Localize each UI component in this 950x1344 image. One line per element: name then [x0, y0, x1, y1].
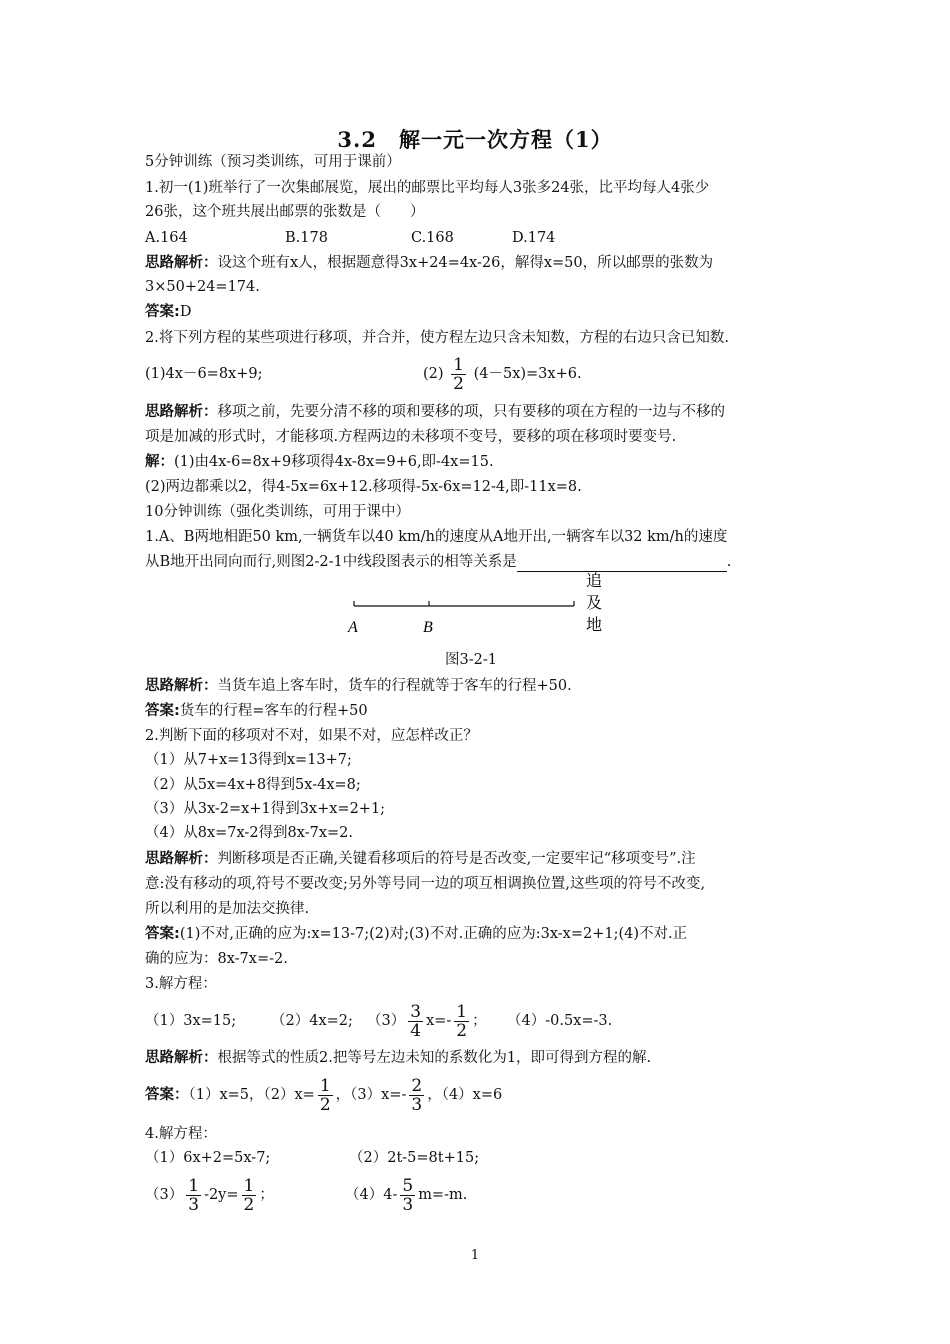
q1-analysis-line2: 3×50+24=174.	[145, 279, 260, 295]
q2-part2: (2) $\frac{1}{2}$ (4－5x)=3x+6.	[423, 354, 582, 394]
p1-line1: 1.A、B两地相距50 km,一辆货车以40 km/h的速度从A地开出,一辆客车以32 km/h的速度	[145, 529, 728, 545]
q1-options	[145, 228, 556, 248]
p3-analysis: 思路解析：根据等式的性质2.把等号左边未知的系数化为1，即可得到方程的解.	[145, 1050, 652, 1066]
p2-item: （2）从5x=4x+8得到5x-4x=8;	[145, 777, 361, 793]
p2-item: （4）从8x=7x-2得到8x-7x=2.	[145, 825, 353, 841]
section-5min: 5分钟训练（预习类训练，可用于课前）	[145, 154, 401, 170]
p3-eq3: （3） $\frac{3}{4}$ x=- $\frac{1}{2}$ ；	[367, 1001, 487, 1041]
p1-answer: 答案:货车的行程=客车的行程+50	[145, 703, 368, 719]
p3-text: 3.解方程：	[145, 976, 217, 992]
p2-analysis-line3: 所以利用的是加法交换律.	[145, 901, 310, 917]
q1-analysis-line1: 思路解析：设这个班有x人，根据题意得3x+24=4x-26，解得x=50，所以邮票的张数为	[145, 255, 714, 271]
q1-answer: 答案:D	[145, 304, 192, 320]
page-title: 3.2 解一元一次方程（1）	[337, 127, 613, 152]
q1-line1: 1.初一(1)班举行了一次集邮展览，展出的邮票比平均每人3张多24张，比平均每人4张少	[145, 180, 710, 196]
option-a: A.164	[145, 230, 188, 246]
label-a: A	[348, 619, 358, 636]
label-b: B	[423, 619, 433, 636]
p3-answer: 答案：（1）x=5，（2）x= $\frac{1}{2}$ ，（3）x=- $\frac{2}{3}$ ，（4）x=6	[145, 1075, 503, 1115]
page-number: 1	[470, 1248, 480, 1263]
q2-solution-line2: (2)两边都乘以2，得4-5x=6x+12.移项得-5x-6x=12-4,即-11x=8.	[145, 479, 582, 495]
p4-row1: （1）6x+2=5x-7; （2）2t-5=8t+15;	[145, 1150, 480, 1166]
label-catch-1: 追	[586, 571, 603, 590]
q2-parts	[145, 352, 582, 396]
p2-analysis-line1: 思路解析：判断移项是否正确,关键看移项后的符号是否改变,一定要牢记“移项变号”.注	[145, 851, 696, 867]
q2-part1: (1)4x－6=8x+9;	[145, 366, 263, 382]
line-segment-diagram	[340, 570, 620, 640]
p2-analysis-line2: 意:没有移动的项,符号不要改变;另外等号同一边的项互相调换位置,这些项的符号不改变,	[145, 876, 706, 892]
option-d: D.174	[512, 230, 556, 246]
q2-solution-line1: 解：(1)由4x-6=8x+9移项得4x-8x=9+6,即-4x=15.	[145, 454, 494, 470]
p1-line2: 从B地开出同向而行,则图2-2-1中线段图表示的相等关系是 .	[145, 554, 732, 570]
label-catch-3: 地	[586, 615, 603, 634]
option-c: C.168	[411, 230, 454, 246]
p2-text: 2.判断下面的移项对不对，如果不对，应怎样改正？	[145, 728, 478, 744]
p2-item: （3）从3x-2=x+1得到3x+x=2+1;	[145, 801, 386, 817]
q2-analysis-line1: 思路解析：移项之前，先要分清不移的项和要移的项，只有要移的项在方程的一边与不移的	[145, 404, 725, 420]
section-10min: 10分钟训练（强化类训练，可用于课中）	[145, 504, 410, 520]
q1-line2: 26张，这个班共展出邮票的张数是（ ）	[145, 204, 425, 220]
q2-text: 2.将下列方程的某些项进行移项，并合并，使方程左边只含未知数，方程的右边只含已知数.	[145, 330, 729, 346]
figure-caption: 图3-2-1	[445, 652, 497, 668]
p2-answer-line1: 答案:(1)不对,正确的应为:x=13-7;(2)对;(3)不对.正确的应为:3x-x=2+1;(4)不对.正	[145, 926, 688, 942]
p3-equations: （1）3x=15; （2）4x=2; （3） $\frac{3}{4}$ x=- $\frac{1}{2}$ ； （4）-0.5x=-3.	[145, 998, 236, 1044]
p4-row2: （3） $\frac{1}{3}$ -2y= $\frac{1}{2}$ ； （4）4- $\frac{5}{3}$ m=-m.	[145, 1175, 468, 1215]
q2-analysis-line2: 项是加减的形式时，才能移项.方程两边的未移项不变号，要移的项在移项时要变号.	[145, 429, 677, 445]
p2-item: （1）从7+x=13得到x=13+7;	[145, 752, 352, 768]
p4-text: 4.解方程：	[145, 1126, 217, 1142]
label-catch-2: 及	[586, 593, 603, 612]
p2-answer-line2: 确的应为：8x-7x=-2.	[145, 951, 288, 967]
p1-analysis: 思路解析：当货车追上客车时，货车的行程就等于客车的行程+50.	[145, 678, 572, 694]
option-b: B.178	[285, 230, 328, 246]
fraction: $\frac{1}{2}$	[453, 354, 464, 394]
